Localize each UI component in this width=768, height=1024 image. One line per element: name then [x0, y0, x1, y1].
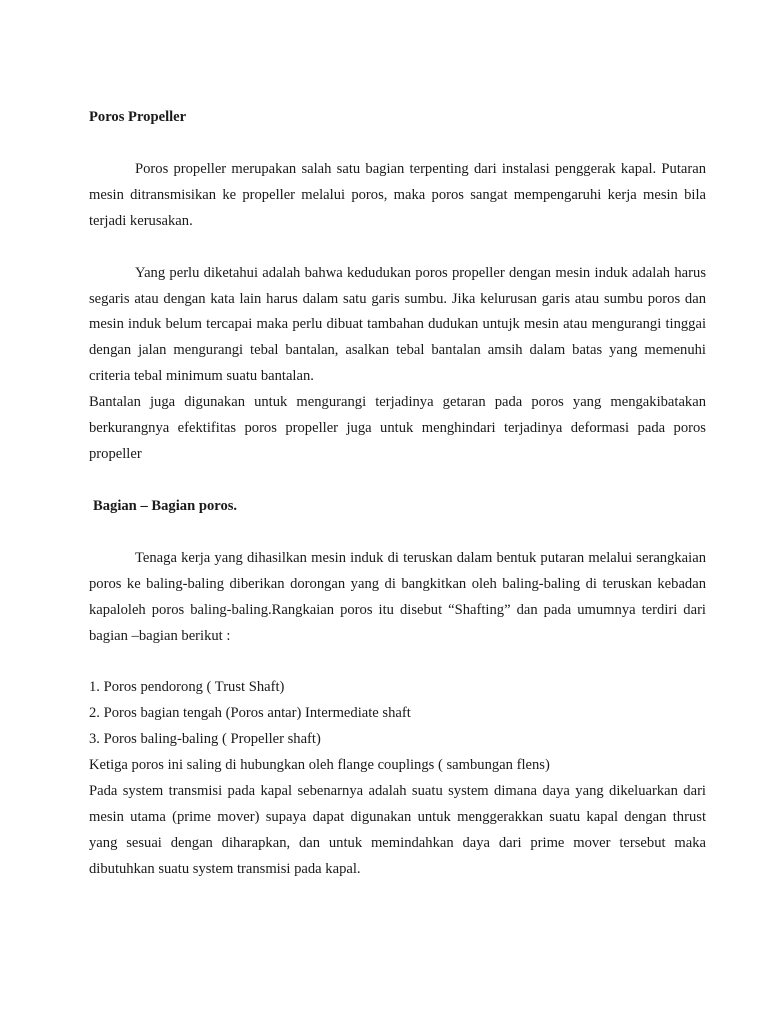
spacer: [89, 468, 706, 494]
document-body: [89, 105, 706, 883]
paragraph-shafting: Tenaga kerja yang dihasilkan mesin induk di teruskan dalam bentuk putaran melalui serangkaian poros ke baling-baling diberikan dorongan yang di bangkitkan oleh baling-baling di teruskan kebadan kapaloleh poros baling-baling.Rangkaian poros itu disebut “Shafting” dan pada umumnya terdiri dari bagian –bagian berikut :: [89, 549, 706, 644]
spacer: [89, 520, 706, 546]
list-item: 1. Poros pendorong ( Trust Shaft): [89, 679, 285, 696]
section-heading-bagian-poros: Bagian – Bagian poros.: [93, 497, 238, 514]
paragraph-intro: Poros propeller merupakan salah satu bagian terpenting dari instalasi penggerak kapal. Putaran mesin ditransmisikan ke propeller melalui poros, maka poros sangat mempengaruhi kerja mesin bila terjadi kerusakan.: [89, 160, 706, 229]
paragraph-couplings: Ketiga poros ini saling di hubungkan oleh flange couplings ( sambungan flens): [89, 757, 550, 774]
spacer: [89, 649, 706, 675]
list-item: 3. Poros baling-baling ( Propeller shaft): [89, 731, 321, 748]
paragraph-transmission: Pada system transmisi pada kapal sebenarnya adalah suatu system dimana daya yang dikeluarkan dari mesin utama (prime mover) supaya dapat digunakan untuk menggerakkan suatu kapal dengan thrust yang sesuai dengan diharapkan, dan untuk memindahkan daya dari prime mover tersebut maka dibutuhkan suatu system transmisi pada kapal.: [89, 783, 706, 877]
paragraph-alignment: Yang perlu diketahui adalah bahwa kedudukan poros propeller dengan mesin induk adalah harus segaris atau dengan kata lain harus dalam satu garis sumbu. Jika kelurusan garis atau sumbu poros dan mesin induk belum tercapai maka perlu dibuat tambahan dudukan untujk mesin atau mengurangi tinggai dengan jalan mengurangi tebal bantalan, asalkan tebal bantalan amsih dalam batas yang memenuhi criteria tebal minimum suatu bantalan.: [89, 264, 706, 385]
paragraph-bearing: Bantalan juga digunakan untuk mengurangi terjadinya getaran pada poros yang mengakibatakan berkurangnya efektifitas poros propeller juga untuk menghindari terjadinya deformasi pada poros propeller: [89, 394, 706, 462]
list-item: 2. Poros bagian tengah (Poros antar) Intermediate shaft: [89, 705, 411, 722]
spacer: [89, 131, 706, 157]
section-heading-poros-propeller: Poros Propeller: [89, 109, 187, 125]
spacer: [89, 235, 706, 261]
